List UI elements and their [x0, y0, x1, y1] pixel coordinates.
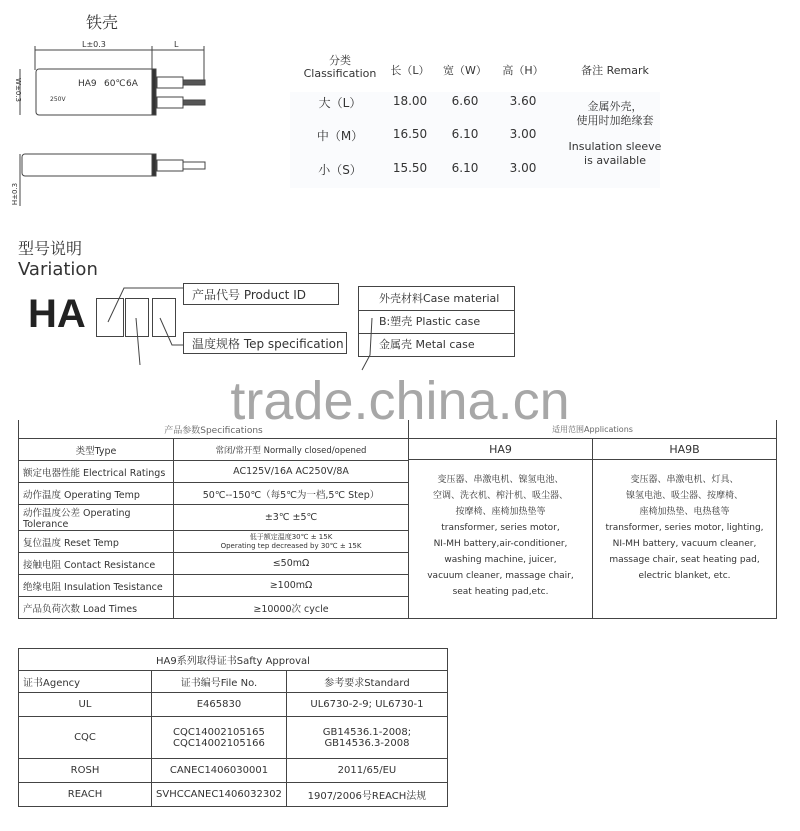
app-line: 变压器、串激电机、灯具、: [630, 475, 739, 485]
row-name: 小（S）: [318, 163, 362, 177]
case-material-header: 外壳材料Case material: [359, 287, 514, 311]
class-en: Classification: [303, 67, 377, 80]
ha9b-applications: [593, 460, 777, 619]
remark-en-1: Insulation sleeve: [568, 140, 662, 153]
spec-value: ≥100mΩ: [174, 575, 409, 597]
label-voltage: 250V: [50, 96, 66, 103]
spec-label: 复位温度 Reset Temp: [19, 531, 174, 553]
file-no-2: CQC14002105166: [173, 737, 265, 749]
spec-label: 产品负荷次数 Load Times: [19, 597, 174, 619]
col-ha9b: HA9B: [593, 439, 777, 460]
spec-row: [19, 461, 409, 483]
row-h: 3.60: [509, 94, 537, 108]
variation-title-cn: 型号说明: [18, 239, 83, 258]
file-no: E465830: [152, 693, 287, 717]
spec-label: 动作温度 Operating Temp: [19, 483, 174, 505]
applications-table: [408, 420, 777, 619]
app-line: NI-MH battery,air-conditioner,: [433, 539, 568, 549]
watermark: trade.china.cn: [230, 371, 570, 431]
variation-title-en: Variation: [18, 259, 98, 280]
spec-label: 绝缘电阻 Insulation Tesistance: [19, 575, 174, 597]
row-h: 3.00: [509, 161, 537, 175]
standard: [286, 717, 447, 759]
row-w: 6.60: [451, 94, 479, 108]
file-no-1: CQC14002105165: [173, 726, 265, 738]
section-title: 铁壳: [86, 13, 119, 32]
dim-width: W±0.3: [13, 78, 22, 102]
model-prefix: HA: [28, 292, 86, 336]
dim-height: H±0.3: [11, 182, 20, 206]
app-line: washing machine, juicer,: [444, 555, 557, 565]
app-line: 变压器、串激电机、镍氢电池、: [437, 475, 564, 485]
remark-cn-2: 使用时加绝缘套: [576, 114, 654, 127]
label-current: 6A: [126, 79, 138, 89]
spec-value: 常闭/常开型 Normally closed/opened: [174, 439, 409, 461]
header-standard: 参考要求Standard: [286, 671, 447, 693]
col-remark: 备注 Remark: [581, 64, 649, 77]
safety-row: [19, 783, 448, 807]
remark-en-2: is available: [584, 154, 646, 167]
safety-row: [19, 759, 448, 783]
row-l: 16.50: [392, 127, 428, 141]
spec-row: [19, 505, 409, 531]
spec-row: [19, 597, 409, 619]
app-line: transformer, series motor, lighting,: [605, 523, 764, 533]
applications-title: 适用范围Applications: [409, 420, 777, 439]
app-line: vacuum cleaner, massage chair,: [427, 571, 574, 581]
spec-label: 类型Type: [19, 439, 174, 461]
specifications-table: [18, 420, 409, 619]
label-model: HA9: [78, 79, 97, 89]
spec-value: ≤50mΩ: [174, 553, 409, 575]
app-line: 镍氢电池、吸尘器、按摩椅、: [625, 491, 743, 501]
agency: UL: [19, 693, 152, 717]
file-no: [152, 717, 287, 759]
standard: 1907/2006号REACH法规: [286, 783, 447, 807]
label-temp: 60℃: [104, 79, 126, 89]
col-length: 长（L）: [390, 64, 430, 77]
case-material-table: [358, 286, 515, 357]
spec-row: [19, 483, 409, 505]
standard: UL6730-2-9; UL6730-1: [286, 693, 447, 717]
standard: 2011/65/EU: [286, 759, 447, 783]
case-plastic: B:塑壳 Plastic case: [359, 311, 514, 334]
col-height: 高（H）: [502, 64, 544, 77]
case-metal: 金属壳 Metal case: [379, 338, 475, 351]
row-l: 18.00: [392, 94, 428, 108]
safety-approval-table: [18, 648, 448, 807]
app-line: 按摩椅、座椅加热垫等: [455, 507, 546, 517]
app-line: transformer, series motor,: [441, 523, 560, 533]
spec-value: [174, 531, 409, 553]
spec-label: 额定电器性能 Electrical Ratings: [19, 461, 174, 483]
class-cn: 分类: [329, 54, 351, 67]
standard-2: GB14536.3-2008: [324, 737, 410, 749]
temp-spec-label: 温度规格 Tep specification: [183, 332, 347, 354]
spec-value: 50℃--150℃（每5℃为一档,5℃ Step）: [174, 483, 409, 505]
spec-row: [19, 553, 409, 575]
col-ha9: HA9: [409, 439, 593, 460]
header-file: 证书编号File No.: [152, 671, 287, 693]
remark-cn-1: 金属外壳，: [587, 100, 643, 113]
app-line: 空调、洗衣机、榨汁机、吸尘器、: [432, 491, 568, 501]
header-agency: 证书Agency: [19, 671, 152, 693]
spec-value-line2: Operating tep decreased by 30℃ ± 15K: [220, 541, 362, 550]
spec-value-line1: 低于额定温度30℃ ± 15K: [249, 532, 333, 541]
spec-row: [19, 575, 409, 597]
spec-label: 接触电阻 Contact Resistance: [19, 553, 174, 575]
file-no: CANEC1406030001: [152, 759, 287, 783]
agency: ROSH: [19, 759, 152, 783]
col-width: 宽（W）: [443, 64, 487, 77]
row-w: 6.10: [451, 161, 479, 175]
spec-row: [19, 439, 409, 461]
standard-1: GB14536.1-2008;: [322, 726, 412, 738]
file-no: SVHCCANEC1406032302: [152, 783, 287, 807]
safety-title: HA9系列取得证书Safty Approval: [19, 649, 448, 671]
row-w: 6.10: [451, 127, 479, 141]
app-line: massage chair, seat heating pad,: [609, 555, 760, 565]
spec-label: 动作温度公差 Operating Tolerance: [19, 505, 174, 531]
product-id-label: 产品代号 Product ID: [183, 283, 339, 305]
spec-title: 产品参数Specifications: [19, 420, 409, 439]
spec-row: [19, 531, 409, 553]
agency: CQC: [19, 717, 152, 759]
dim-lead: L: [174, 40, 179, 49]
safety-row: [19, 717, 448, 759]
ha9-applications: [409, 460, 593, 619]
spec-value: ±3℃ ±5℃: [174, 505, 409, 531]
spec-value: ≥10000次 cycle: [174, 597, 409, 619]
safety-row: [19, 693, 448, 717]
row-name: 中（M）: [316, 129, 364, 143]
dim-length: L±0.3: [82, 40, 106, 49]
app-line: electric blanket, etc.: [638, 571, 731, 581]
row-h: 3.00: [509, 127, 537, 141]
app-line: seat heating pad,etc.: [452, 587, 549, 597]
spec-value: AC125V/16A AC250V/8A: [174, 461, 409, 483]
row-l: 15.50: [392, 161, 428, 175]
agency: REACH: [19, 783, 152, 807]
app-line: 座椅加热垫、电热毯等: [639, 507, 730, 517]
app-line: NI-MH battery, vacuum cleaner,: [612, 539, 757, 549]
row-name: 大（L）: [318, 96, 362, 110]
